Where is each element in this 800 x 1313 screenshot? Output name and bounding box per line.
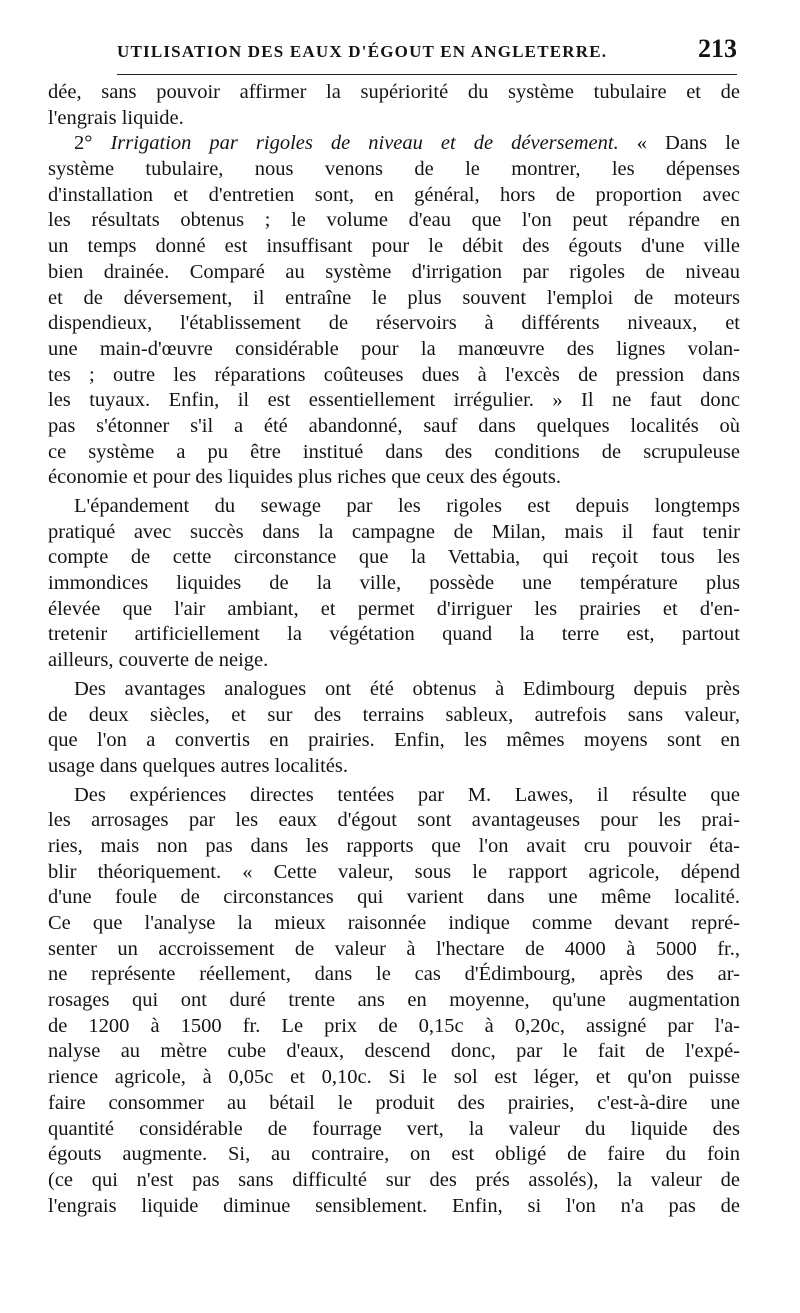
text-line: élevée que l'air ambiant, et permet d'irriguer les prairies et d'en- [48,597,740,620]
section-heading-line: 2° Irrigation par rigoles de niveau et de déversement. « Dans le [74,132,740,155]
running-title: UTILISATION DES EAUX D'ÉGOUT EN ANGLETERRE. [117,42,608,61]
text-line: rience agricole, à 0,05c et 0,10c. Si le sol est léger, et qu'on puisse [48,1066,740,1089]
text-line: ce système a pu être institué dans des conditions de scrupuleuse [48,440,740,463]
text-line: senter un accroissement de valeur à l'hectare de 4000 à 5000 fr., [48,937,740,960]
text-line: Ce que l'analyse la mieux raisonnée indique comme devant repré- [48,912,740,934]
text-line: système tubulaire, nous venons de le montrer, les dépenses [48,158,740,181]
text-line: compte de cette circonstance que la Vettabia, qui reçoit tous les [48,546,740,569]
text-line: ne représente réellement, dans le cas d'Édimbourg, après des ar- [48,963,740,986]
text-line: les résultats obtenus ; le volume d'eau que l'on peut répandre en [48,209,740,232]
text-line: tes ; outre les réparations coûteuses dues à l'excès de pression dans [48,363,740,386]
text-line: bien drainée. Comparé au système d'irrigation par rigoles de niveau [48,260,740,283]
text-line: l'engrais liquide diminue sensiblement. Enfin, si l'on n'a pas de [48,1194,740,1217]
text-line: usage dans quelques autres localités. [48,754,349,777]
text-line: nalyse au mètre cube d'eaux, descend donc, par le fait de l'expé- [48,1040,740,1063]
text-line: de 1200 à 1500 fr. Le prix de 0,15c à 0,20c, assigné par l'a- [48,1014,740,1037]
text-line: dispendieux, l'établissement de réservoirs à différents niveaux, et [48,312,740,335]
text-line: immondices liquides de la ville, possède une température plus [48,572,740,595]
text-line: égouts augmente. Si, au contraire, on est obligé de faire du foin [48,1143,740,1166]
text-line: tretenir artificiellement la végétation quand la terre est, partout [48,623,740,646]
text-line: dée, sans pouvoir affirmer la supériorité du système tubulaire et de [48,81,740,103]
text-line: L'épandement du sewage par les rigoles est depuis longtemps [74,495,740,517]
section-heading-italic: Irrigation par rigoles de niveau et de déversement. [110,132,619,155]
text-line: un temps donné est insuffisant pour le débit des égouts d'une ville [48,235,740,258]
text-line: d'une foule de circonstances qui varient dans une même localité. [48,886,740,909]
text-line: (ce qui n'est pas sans difficulté sur des prés assolés), la valeur de [48,1168,740,1191]
text-line: les arrosages par les eaux d'égout sont avantageuses pour les prai- [48,809,740,832]
text-line: quantité considérable de fourrage vert, la valeur du liquide des [48,1117,740,1140]
page-number: 213 [698,34,737,63]
body-text [48,80,740,1219]
text-line: rosages qui ont duré trente ans en moyenne, qu'une augmentation [48,989,740,1012]
text-line: faire consommer au bétail le produit des prairies, c'est-à-dire une [48,1091,740,1114]
text-line: Des avantages analogues ont été obtenus à Edimbourg depuis près [74,677,740,700]
text-line: blir théoriquement. « Cette valeur, sous le rapport agricole, dépend [48,860,740,883]
text-line: ailleurs, couverte de neige. [48,649,269,672]
text-line: de deux siècles, et sur des terrains sableux, autrefois sans valeur, [48,703,740,726]
text-line: pratiqué avec succès dans la campagne de Milan, mais il faut tenir [48,520,740,543]
text-line: que l'on a convertis en prairies. Enfin, les mêmes moyens sont en [48,729,740,752]
text-line: économie et pour des liquides plus riches que ceux des égouts. [48,466,561,489]
text-line: l'engrais liquide. [48,106,184,129]
text-line: ries, mais non pas dans les rapports que l'on avait cru pouvoir éta- [48,834,740,857]
text-line: pas s'étonner s'il a été abandonné, sauf dans quelques localités où [48,414,740,437]
text-line: Des expériences directes tentées par M. Lawes, il résulte que [74,783,740,806]
text-line: d'installation et d'entretien sont, en général, hors de proportion avec [48,183,740,206]
text-line: les tuyaux. Enfin, il est essentiellement irrégulier. » Il ne faut donc [48,389,740,412]
text-line: et de déversement, il entraîne le plus souvent l'emploi de moteurs [48,286,740,309]
running-header [117,34,737,75]
text-line: une main-d'œuvre considérable pour la manœuvre des lignes volan- [48,337,740,360]
